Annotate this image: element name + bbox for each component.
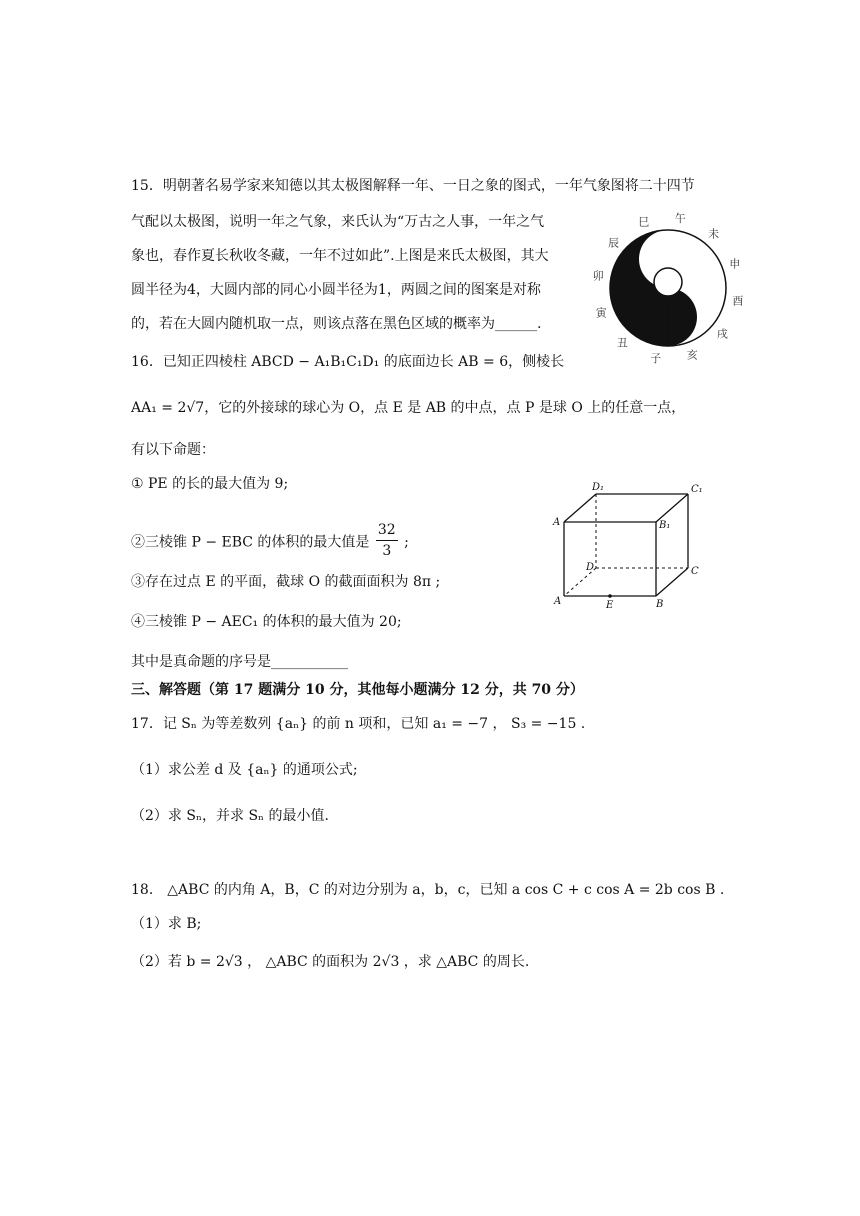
q16-prop-4: ④三棱锥 P − AEC₁ 的体积的最大值为 20; (131, 614, 402, 630)
label-C: C (691, 566, 699, 577)
taiji-label: 寅 (595, 306, 607, 320)
taiji-label: 子 (650, 351, 662, 365)
q16-line-1: 16．已知正四棱柱 ABCD − A₁B₁C₁D₁ 的底面边长 AB = 6，侧棱长 (131, 354, 565, 370)
section-heading: 三、解答题（第 17 题满分 10 分，其他每小题满分 12 分，共 70 分） (131, 682, 584, 698)
label-A1: A (553, 517, 561, 528)
taiji-label: 申 (729, 257, 741, 271)
label-E: E (606, 600, 614, 611)
taiji-label: 亥 (686, 348, 698, 362)
taiji-label: 未 (708, 227, 720, 241)
q16-prop-2 (131, 522, 409, 563)
q15-line-2: 气配以太极图，说明一年之气象，来氏认为“万古之人事，一年之气 (131, 214, 545, 230)
taiji-label: 巳 (638, 215, 650, 229)
label-A: A (554, 596, 562, 607)
q16-prop-2-end: ; (404, 534, 409, 551)
taiji-label: 酉 (732, 294, 744, 308)
label-B: B (656, 599, 664, 610)
fraction-denominator: 3 (382, 543, 392, 559)
taiji-label: 戌 (716, 327, 728, 341)
label-D: D (586, 562, 595, 573)
q15-line-1: 15．明朝著名易学家来知德以其太极图解释一年、一日之象的图式，一年气象图将二十四节 (131, 178, 695, 194)
fraction (376, 520, 398, 561)
q16-prop-2-text: ②三棱锥 P − EBC 的体积的最大值是 (131, 534, 370, 551)
q17-part-1: （1）求公差 d 及 {aₙ} 的通项公式; (131, 762, 358, 778)
q17-part-2: （2）求 Sₙ，并求 Sₙ 的最小值. (131, 808, 330, 824)
q18-line-1: 18． △ABC 的内角 A，B，C 的对边分别为 a，b，c，已知 a cos C + c cos A = 2b cos B . (131, 882, 725, 898)
q16-prop-1: ① PE 的长的最大值为 9; (131, 476, 289, 492)
taiji-label: 丑 (616, 336, 628, 350)
prism-diagram (548, 478, 718, 618)
q16-prop-3: ③存在过点 E 的平面，截球 O 的截面面积为 8π ; (131, 574, 441, 590)
q18-part-1: （1）求 B; (131, 916, 202, 932)
label-B1: B₁ (659, 520, 671, 531)
taiji-diagram (588, 206, 748, 366)
taiji-label: 辰 (608, 236, 620, 250)
q15-line-3: 象也，春作夏长秋收冬藏，一年不过如此”.上图是来氏太极图，其大 (131, 248, 549, 264)
q16-question: 其中是真命题的序号是___________ (131, 654, 348, 670)
taiji-label: 午 (674, 212, 686, 226)
q15-line-5: 的，若在大圆内随机取一点，则该点落在黑色区域的概率为______. (131, 316, 542, 332)
taiji-inner-circle (654, 268, 682, 296)
q18-part-2: （2）若 b = 2√3 ， △ABC 的面积为 2√3 ，求 △ABC 的周长. (131, 954, 530, 970)
q17-line-1: 17．记 Sₙ 为等差数列 {aₙ} 的前 n 项和，已知 a₁ = −7 ， S₃ = −15 . (131, 716, 586, 732)
q16-line-2: AA₁ = 2√7，它的外接球的球心为 O，点 E 是 AB 的中点，点 P 是球 O 上的任意一点， (131, 400, 686, 416)
label-D1: D₁ (592, 482, 605, 493)
q15-line-4: 圆半径为4，大圆内部的同心小圆半径为1，两圆之间的图案是对称 (131, 282, 541, 298)
q16-line-3: 有以下命题： (131, 442, 215, 458)
taiji-label: 卯 (592, 269, 604, 283)
fraction-numerator: 32 (376, 520, 398, 541)
label-C1: C₁ (691, 484, 703, 495)
